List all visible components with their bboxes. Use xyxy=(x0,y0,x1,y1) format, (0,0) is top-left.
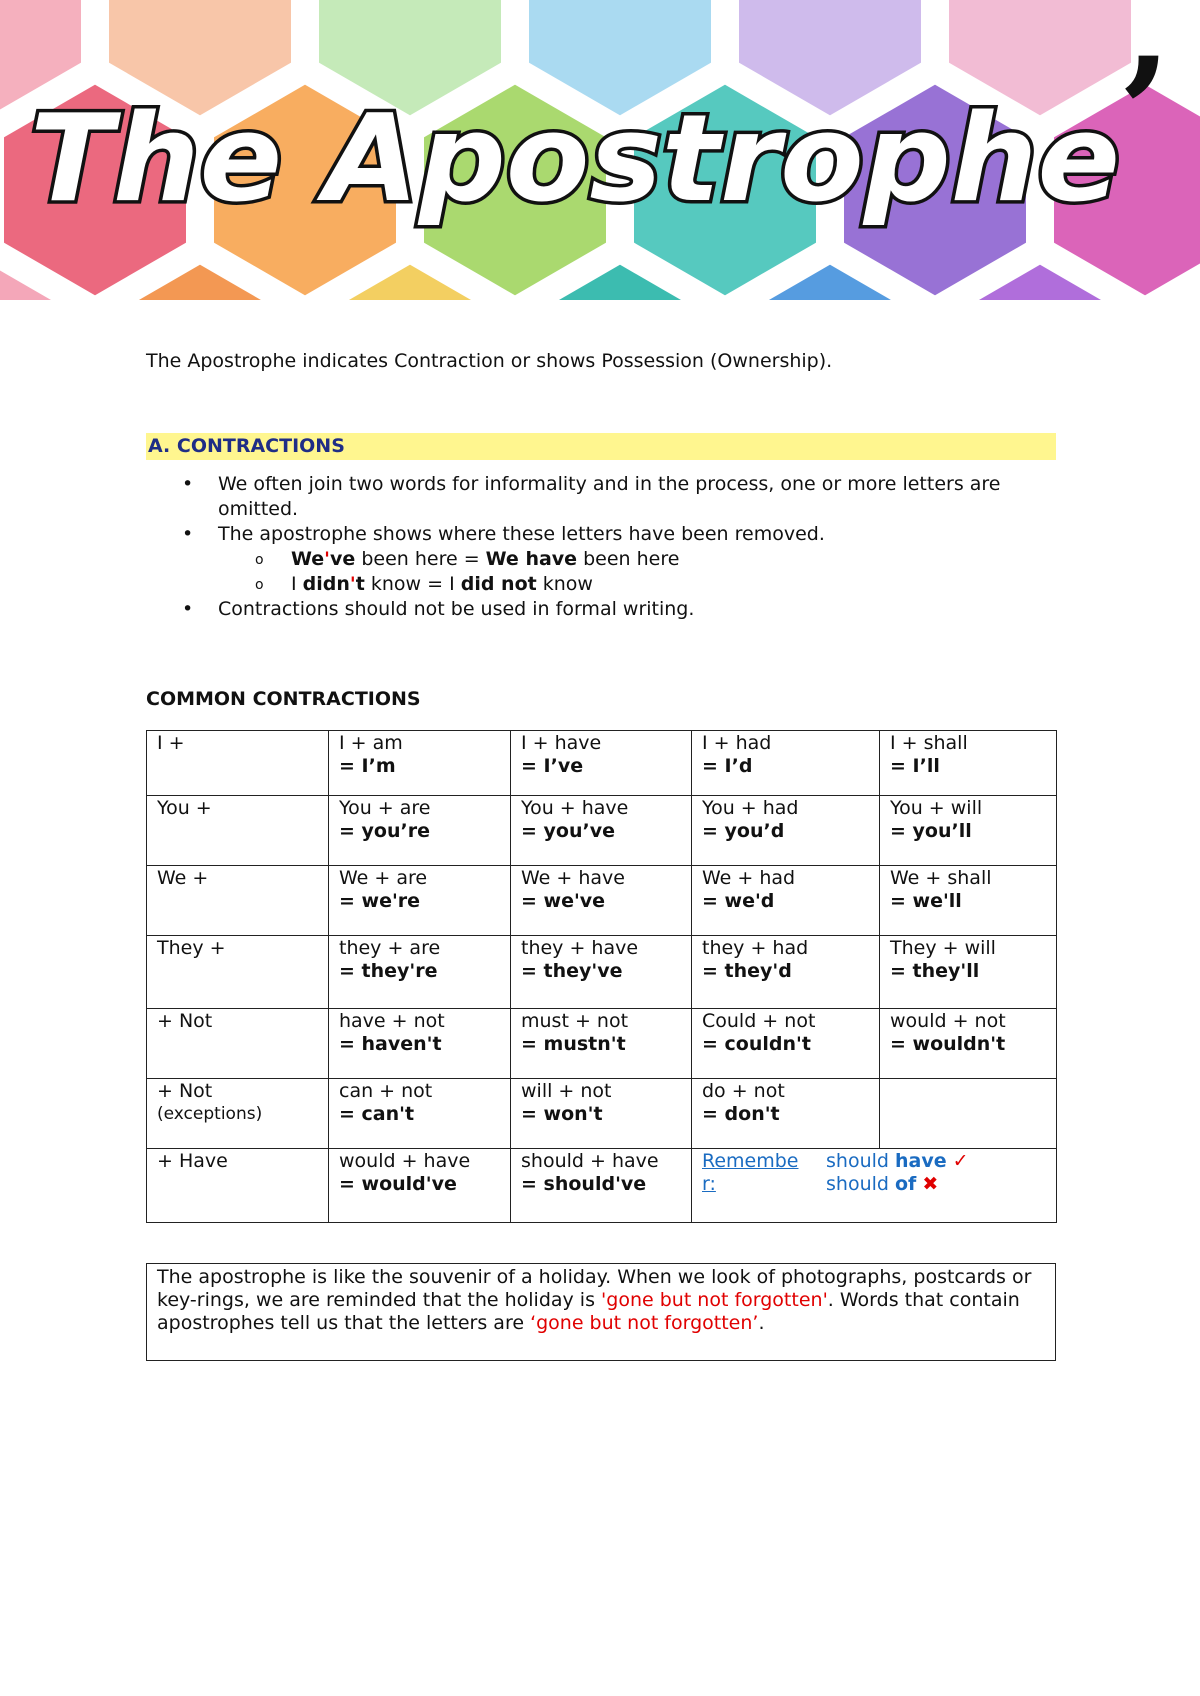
contraction-result: = we've xyxy=(521,890,606,912)
row-label: You + xyxy=(157,797,212,819)
contraction-words: they + had xyxy=(702,937,809,959)
contraction-result: = they're xyxy=(339,960,438,982)
row-label-cell xyxy=(147,936,329,1009)
bullet-omitted: • We often join two words for informality and in the process, one or more letters are omitted. xyxy=(218,472,1056,522)
row-label-cell xyxy=(147,1149,329,1223)
row-label: They + xyxy=(157,937,226,959)
contraction-cell xyxy=(329,796,511,866)
common-contractions-table xyxy=(146,730,1057,1223)
contraction-words: would + not xyxy=(890,1010,1006,1032)
contraction-words: I + have xyxy=(521,732,602,754)
table-row xyxy=(147,796,1057,866)
intro-sentence: The Apostrophe indicates Contraction or shows Possession (Ownership). xyxy=(146,350,833,372)
title-banner xyxy=(0,0,1200,300)
row-label-cell xyxy=(147,796,329,866)
contraction-words: You + will xyxy=(890,797,983,819)
table-row xyxy=(147,936,1057,1009)
banner-title: The Apostrophe xyxy=(30,90,1120,229)
should-have-vs-of xyxy=(826,1150,969,1196)
bullet-formal-writing: • Contractions should not be used in formal writing. xyxy=(218,597,1056,622)
contraction-result: = you’ve xyxy=(521,820,615,842)
contraction-words: must + not xyxy=(521,1010,629,1032)
row-label: + Not xyxy=(157,1010,213,1032)
contraction-result: = I’d xyxy=(702,755,753,777)
contraction-result: = would've xyxy=(339,1173,457,1195)
remember-link[interactable]: Remember: xyxy=(702,1150,799,1195)
contraction-words: We + are xyxy=(339,867,428,889)
contraction-words: I + shall xyxy=(890,732,968,754)
should-of-line: should of ✖ xyxy=(826,1173,939,1195)
contraction-words: We + have xyxy=(521,867,625,889)
contraction-cell xyxy=(880,731,1057,796)
contraction-result: = I’m xyxy=(339,755,396,777)
banner-apostrophe-mark: ’ xyxy=(1118,25,1171,201)
contraction-cell xyxy=(511,936,692,1009)
contraction-cell xyxy=(329,1009,511,1079)
souvenir-note-box: The apostrophe is like the souvenir of a holiday. When we look of photographs, postcards or key-rings, we are reminded that the holiday is 'gone but not forgotten'. Words that contain apostrophes tell us that the letters are ‘gone but not forgotten’. xyxy=(146,1263,1056,1361)
contraction-result: = they'd xyxy=(702,960,792,982)
contraction-cell xyxy=(880,1009,1057,1079)
row-label: I + xyxy=(157,732,185,754)
contraction-result: = should've xyxy=(521,1173,647,1195)
contraction-result: = I’ll xyxy=(890,755,940,777)
contraction-cell xyxy=(880,796,1057,866)
contraction-result: = haven't xyxy=(339,1033,442,1055)
contraction-result: = you’ll xyxy=(890,820,972,842)
contraction-result: = they'll xyxy=(890,960,980,982)
contraction-words: can + not xyxy=(339,1080,433,1102)
contraction-cell xyxy=(511,1079,692,1149)
contraction-words: should + have xyxy=(521,1150,659,1172)
table-row xyxy=(147,866,1057,936)
contraction-cell xyxy=(692,866,880,936)
contraction-cell xyxy=(329,731,511,796)
contraction-result: = mustn't xyxy=(521,1033,626,1055)
contraction-cell xyxy=(329,1149,511,1223)
row-label: We + xyxy=(157,867,209,889)
table-row xyxy=(147,1079,1057,1149)
row-sublabel: (exceptions) xyxy=(157,1104,263,1124)
contraction-bullets xyxy=(146,472,1056,622)
contraction-cell xyxy=(329,1079,511,1149)
contraction-cell xyxy=(692,796,880,866)
contraction-result: = couldn't xyxy=(702,1033,811,1055)
table-row xyxy=(147,1009,1057,1079)
checkmark-icon: ✓ xyxy=(952,1150,969,1172)
contraction-words: would + have xyxy=(339,1150,471,1172)
row-label: + Not xyxy=(157,1080,213,1102)
example-weve: o We've been here = We have been here xyxy=(291,547,1056,572)
contraction-cell xyxy=(511,731,692,796)
contraction-result: = we're xyxy=(339,890,421,912)
bullet-shows-removed: • The apostrophe shows where these letters have been removed. xyxy=(218,522,1056,547)
remember-cell xyxy=(692,1149,1057,1223)
contraction-result: = wouldn't xyxy=(890,1033,1006,1055)
section-a-heading: A. CONTRACTIONS xyxy=(146,433,1056,460)
contraction-words: will + not xyxy=(521,1080,612,1102)
contraction-result: = I’ve xyxy=(521,755,584,777)
contraction-result: = won't xyxy=(521,1103,603,1125)
contraction-result: = don't xyxy=(702,1103,780,1125)
contraction-words: they + have xyxy=(521,937,639,959)
contraction-words: We + had xyxy=(702,867,796,889)
contraction-cell xyxy=(880,866,1057,936)
example-didnt: o I didn't know = I did not know xyxy=(291,572,1056,597)
contraction-cell xyxy=(692,731,880,796)
contraction-words: They + will xyxy=(890,937,996,959)
contraction-result: = you’d xyxy=(702,820,785,842)
contraction-words: I + had xyxy=(702,732,772,754)
row-label-cell xyxy=(147,1079,329,1149)
contraction-cell xyxy=(511,1149,692,1223)
contraction-words: You + have xyxy=(521,797,629,819)
contraction-result: = we'll xyxy=(890,890,962,912)
contraction-cell xyxy=(692,1079,880,1149)
contraction-cell xyxy=(329,936,511,1009)
common-contractions-heading: COMMON CONTRACTIONS xyxy=(146,688,421,710)
row-label-cell xyxy=(147,731,329,796)
contraction-words: You + are xyxy=(339,797,431,819)
contraction-cell xyxy=(692,1009,880,1079)
hexagon-watercolor-background xyxy=(0,0,1200,300)
contraction-cell xyxy=(880,1079,1057,1149)
contraction-cell xyxy=(692,936,880,1009)
table-row xyxy=(147,731,1057,796)
contraction-words: Could + not xyxy=(702,1010,816,1032)
contraction-result: = we'd xyxy=(702,890,775,912)
contraction-words: You + had xyxy=(702,797,799,819)
contraction-result: = can't xyxy=(339,1103,415,1125)
contraction-words: I + am xyxy=(339,732,403,754)
contraction-cell xyxy=(880,936,1057,1009)
row-label-cell xyxy=(147,1009,329,1079)
contraction-result: = they've xyxy=(521,960,623,982)
contraction-words: We + shall xyxy=(890,867,992,889)
contraction-result: = you’re xyxy=(339,820,430,842)
row-label-cell xyxy=(147,866,329,936)
should-have-line: should have ✓ xyxy=(826,1150,969,1172)
table-row xyxy=(147,1149,1057,1223)
contraction-words: they + are xyxy=(339,937,441,959)
contraction-cell xyxy=(511,796,692,866)
contraction-words: do + not xyxy=(702,1080,785,1102)
contraction-cell xyxy=(511,1009,692,1079)
row-label: + Have xyxy=(157,1150,228,1172)
contraction-cell xyxy=(329,866,511,936)
contraction-cell xyxy=(511,866,692,936)
cross-icon: ✖ xyxy=(922,1173,939,1195)
contraction-words: have + not xyxy=(339,1010,445,1032)
